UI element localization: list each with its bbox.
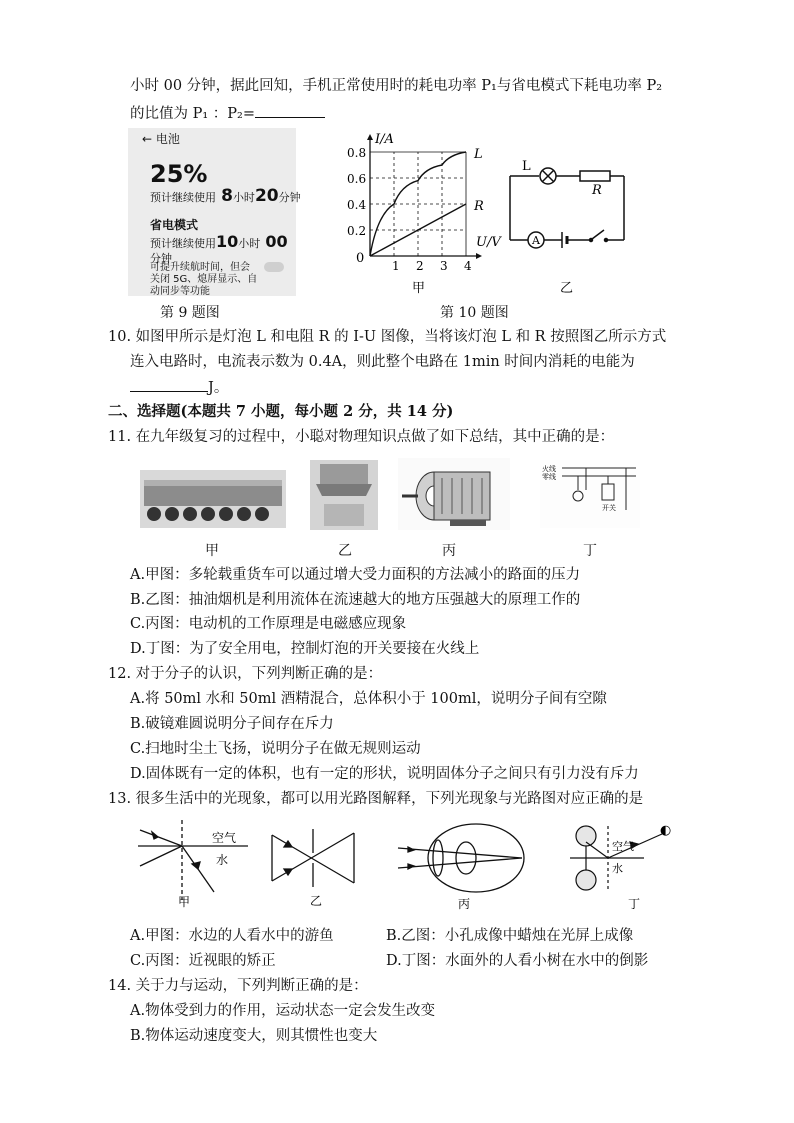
graph-sub-label: 甲: [412, 281, 426, 296]
resistor-icon: [580, 171, 610, 181]
fig10-caption: 第 10 题图: [440, 305, 509, 321]
q13-option-d[interactable]: D.丁图：水面外的人看小树在水中的倒影: [386, 953, 649, 969]
q10-text-line1: 10. 如图甲所示是灯泡 L 和电阻 R 的 I-U 图像，当将该灯泡 L 和 R 按照图乙所示方式: [108, 329, 667, 345]
household-circuit-diagram: [540, 460, 640, 528]
y-tick-label: 0.4: [347, 198, 367, 212]
switch-icon: [592, 230, 604, 239]
switch-box-icon: [602, 484, 614, 500]
x-axis-arrow: [476, 253, 482, 259]
tree-icon: [576, 826, 596, 846]
ammeter-label: A: [532, 234, 540, 247]
q11-option-b[interactable]: B.乙图：抽油烟机是利用流体在流速越大的地方压强越大的原理工作的: [130, 592, 581, 608]
refraction-diagram-jia: [130, 818, 255, 908]
q11-label-bing: 丙: [442, 543, 456, 559]
phone-saver-title: 省电模式: [150, 218, 199, 232]
phone-remain-normal: 预计继续使用 8小时20分钟: [150, 186, 301, 206]
phone-back-label: ← 电池: [142, 132, 180, 146]
curve-r-label: R: [474, 199, 484, 214]
y-axis-arrow: [367, 134, 373, 140]
q13-option-c[interactable]: C.丙图：近视眼的矫正: [130, 953, 276, 969]
q11-option-a[interactable]: A.甲图：多轮载重货车可以通过增大受力面积的方法减小的路面的压力: [130, 567, 581, 583]
q12-option-b[interactable]: B.破镜难圆说明分子间存在斥力: [130, 716, 334, 732]
neutral-wire-label: 零线: [542, 473, 556, 481]
x-axis-label: U/V: [476, 235, 501, 250]
eye-lens-diagram-bing: [396, 820, 534, 910]
q13-option-a[interactable]: A.甲图：水边的人看水中的游鱼: [130, 928, 334, 944]
air-label: 空气: [212, 831, 237, 845]
x-tick-label: 1: [392, 259, 400, 273]
q11-option-d[interactable]: D.丁图：为了安全用电，控制灯泡的开关要接在火线上: [130, 641, 480, 657]
q13-option-b[interactable]: B.乙图：小孔成像中蜡烛在光屏上成像: [386, 928, 634, 944]
water-label: 水: [216, 853, 229, 867]
graph-grid: [370, 152, 466, 256]
q13-label-jia: 甲: [178, 895, 191, 909]
y-axis-label: I/A: [375, 132, 394, 147]
q13-label-yi: 乙: [310, 894, 323, 908]
q12-option-d[interactable]: D.固体既有一定的体积，也有一定的形状，说明固体分子之间只有引力没有斥力: [130, 766, 639, 782]
q9-ratio-text: 的比值为 P₁ ：P₂=: [130, 106, 256, 122]
section2-title: 二、选择题(本题共 7 小题，每小题 2 分，共 14 分): [108, 403, 454, 420]
q12-stem: 12. 对于分子的认识，下列判断正确的是：: [108, 666, 383, 682]
q10-answer-blank[interactable]: [130, 377, 208, 392]
phone-tip: 可提升续航时间，但会 关闭 5G、熄屏显示、自 动同步等功能: [150, 262, 258, 297]
pinhole-diagram-yi: [262, 825, 367, 907]
series-circuit: [502, 150, 632, 300]
q11-option-c[interactable]: C.丙图：电动机的工作原理是电磁感应现象: [130, 616, 407, 632]
phone-battery-percent: 25%: [150, 160, 208, 188]
phone-saver-toggle[interactable]: [264, 262, 284, 272]
q11-label-ding: 丁: [583, 543, 597, 559]
tree-reflection-diagram-ding: [568, 818, 678, 910]
q10-text-line3: J。: [130, 377, 228, 398]
q12-option-c[interactable]: C.扫地时尘土飞扬，说明分子在做无规则运动: [130, 741, 421, 757]
phone-remain-saver: 预计继续使用10小时 00: [150, 232, 288, 251]
q14-option-a[interactable]: A.物体受到力的作用，运动状态一定会发生改变: [130, 1003, 436, 1019]
q11-label-jia: 甲: [205, 543, 219, 559]
water-label-ding: 水: [612, 862, 623, 875]
x-tick-label: 3: [440, 259, 448, 273]
q9-answer-blank[interactable]: [255, 103, 325, 118]
iu-graph: [340, 130, 500, 300]
truck-photo: [140, 470, 286, 528]
q13-label-ding: 丁: [628, 897, 641, 911]
q13-stem: 13. 很多生活中的光现象，都可以用光路图解释，下列光现象与光路图对应正确的是: [108, 791, 644, 807]
electric-motor-photo: [398, 458, 510, 530]
y-tick-label: 0.6: [347, 172, 367, 186]
q14-option-b[interactable]: B.物体运动速度变大，则其惯性也变大: [130, 1028, 378, 1044]
x-tick-label: 4: [464, 259, 472, 273]
y-tick-label: 0.8: [347, 146, 367, 160]
q13-label-bing: 丙: [458, 897, 471, 911]
q14-stem: 14. 关于力与运动，下列判断正确的是：: [108, 978, 368, 994]
live-wire-label: 火线: [542, 465, 556, 473]
lamp-label: L: [522, 159, 531, 174]
phone-saver-minute-unit: 分钟: [150, 252, 172, 265]
air-label-ding: 空气: [612, 840, 634, 853]
q11-stem: 11. 在九年级复习的过程中，小聪对物理知识点做了如下总结，其中正确的是：: [108, 429, 615, 445]
q12-option-a[interactable]: A.将 50ml 水和 50ml 酒精混合，总体积小于 100ml，说明分子间有空隙: [130, 691, 607, 707]
fig9-caption: 第 9 题图: [160, 305, 220, 321]
circuit-sub-label: 乙: [560, 281, 574, 296]
phone-battery-screenshot: [128, 128, 301, 297]
bulb-icon: [573, 491, 583, 501]
origin-label: 0: [356, 251, 365, 266]
range-hood-photo: [310, 460, 378, 530]
q9-text-line2: [130, 103, 325, 124]
switch-label: 开关: [602, 504, 616, 512]
eye-icon: ◐: [660, 823, 672, 838]
q9-text-line1: 小时 00 分钟，据此回知，手机正常使用时的耗电功率 P₁与省电模式下耗电功率 P₂: [130, 78, 663, 94]
y-tick-label: 0.2: [347, 224, 367, 238]
resistor-label: R: [592, 183, 602, 198]
curve-l-label: L: [474, 147, 483, 162]
q11-label-yi: 乙: [338, 543, 352, 559]
x-tick-label: 2: [416, 259, 424, 273]
q10-text-line2: 连入电路时，电流表示数为 0.4A，则此整个电路在 1min 时间内消耗的电能为: [130, 354, 635, 370]
